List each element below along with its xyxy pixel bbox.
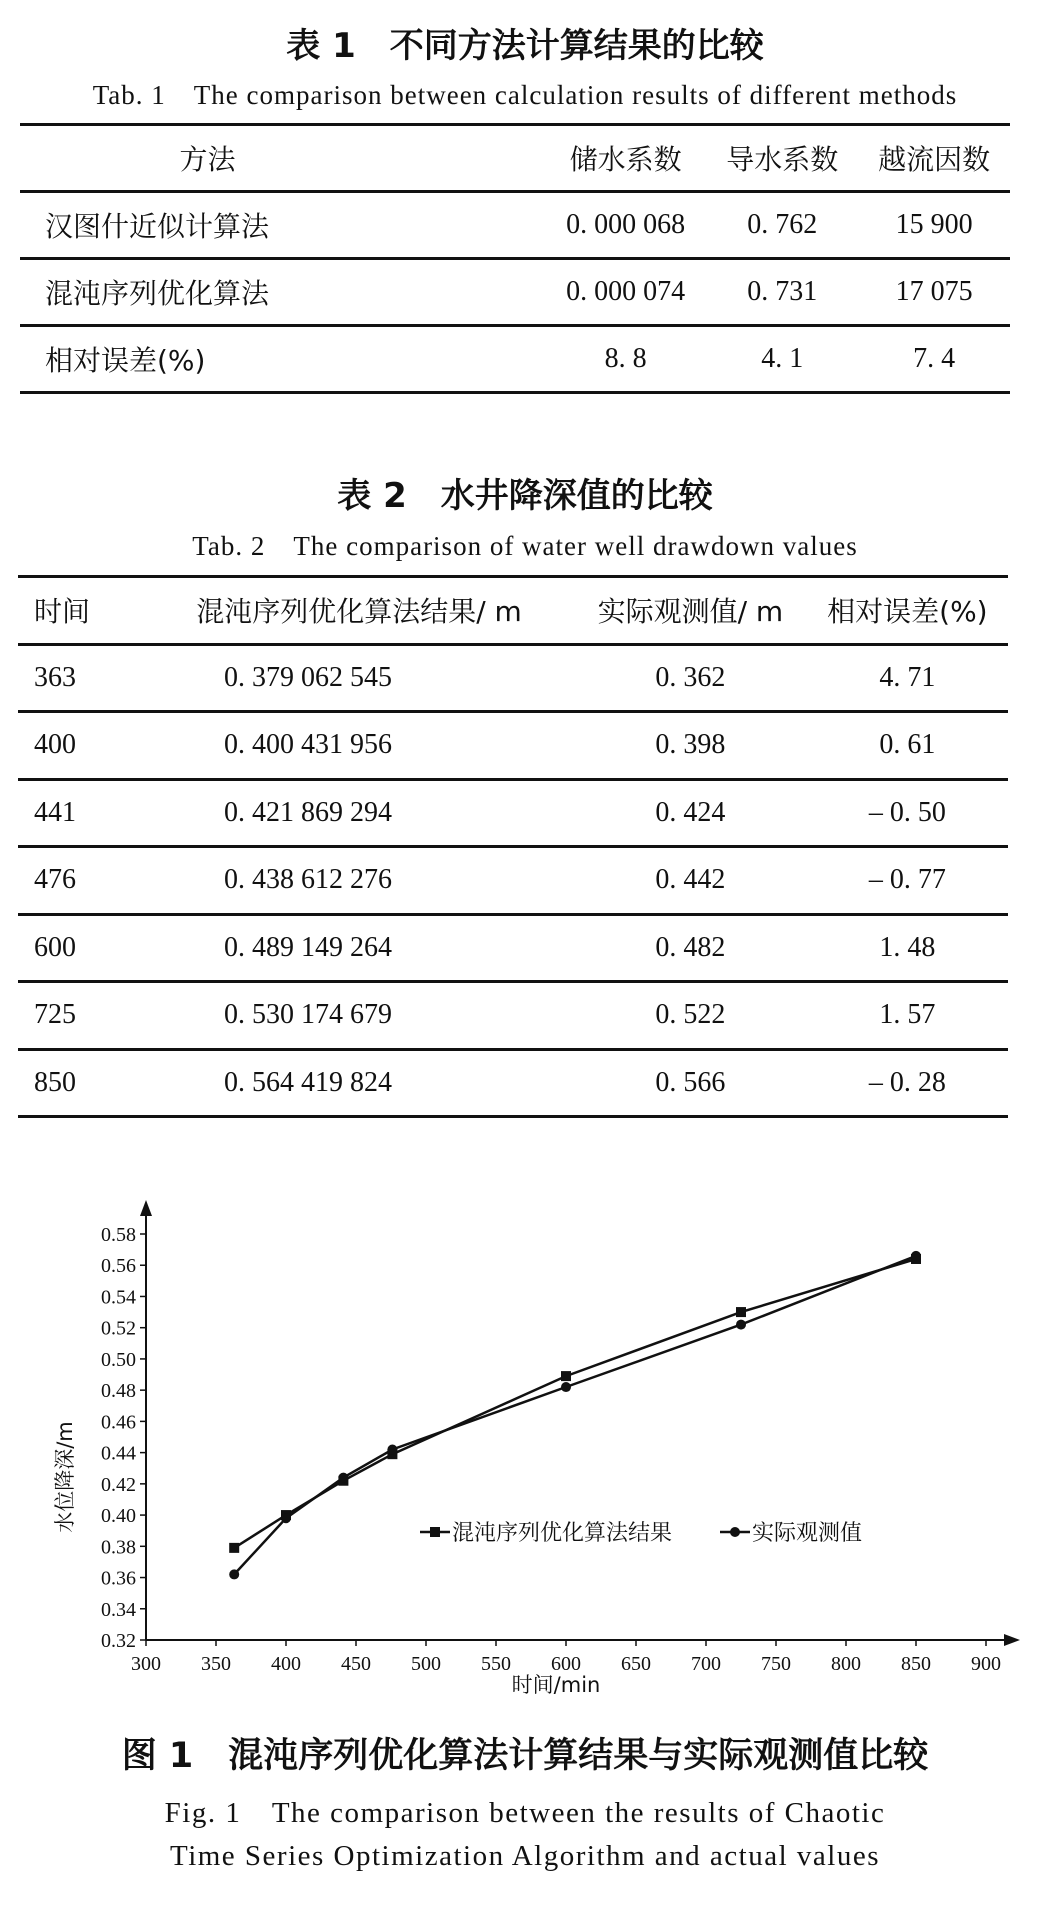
table-cell: 0. 731 bbox=[706, 259, 858, 326]
table-cell: 混沌序列优化算法 bbox=[20, 259, 545, 326]
table1-caption-en: Tab. 1 The comparison between calculation results of different methods bbox=[92, 80, 958, 110]
table-cell: 0. 362 bbox=[574, 644, 807, 712]
y-tick-label: 0.36 bbox=[101, 1567, 136, 1590]
table-cell: 15 900 bbox=[858, 192, 1010, 259]
series-0-square-point bbox=[229, 1543, 239, 1553]
series-0-square-point bbox=[736, 1307, 746, 1317]
x-tick-label: 450 bbox=[341, 1653, 371, 1675]
table-cell: 0. 400 431 956 bbox=[144, 712, 574, 780]
y-axis-label: 水位降深/m bbox=[53, 1421, 77, 1533]
table-cell: 0. 564 419 824 bbox=[144, 1049, 574, 1117]
y-tick-label: 0.38 bbox=[101, 1536, 136, 1559]
table-cell: – 0. 28 bbox=[807, 1049, 1008, 1117]
legend-marker-circle bbox=[730, 1527, 740, 1537]
table-header-cell: 越流因数 bbox=[878, 143, 991, 176]
y-tick-label: 0.56 bbox=[101, 1255, 136, 1278]
series-0-square-point bbox=[561, 1371, 571, 1381]
y-tick-label: 0.44 bbox=[101, 1442, 136, 1465]
x-tick-label: 400 bbox=[271, 1653, 301, 1675]
x-tick-label: 600 bbox=[551, 1653, 581, 1675]
table-row bbox=[18, 712, 1008, 780]
x-tick-label: 500 bbox=[411, 1653, 441, 1675]
y-tick-label: 0.48 bbox=[101, 1380, 136, 1403]
table-cell: 441 bbox=[18, 779, 144, 847]
table-cell: 0. 482 bbox=[574, 914, 807, 982]
table-cell: 0. 438 612 276 bbox=[144, 847, 574, 915]
table-header-cell: 导水系数 bbox=[726, 143, 839, 176]
table-cell: 8. 8 bbox=[545, 326, 706, 393]
table-cell: 0. 379 062 545 bbox=[144, 644, 574, 712]
table2-caption-cn: 表 2 水井降深值的比较 bbox=[337, 476, 713, 516]
x-tick-label: 800 bbox=[831, 1653, 861, 1675]
table-cell: 4. 71 bbox=[807, 644, 1008, 712]
figure-caption-en-line1: Fig. 1 The comparison between the results of Chaotic bbox=[164, 1797, 886, 1829]
table-row bbox=[18, 779, 1008, 847]
table2-caption-en: Tab. 2 The comparison of water well drawdown values bbox=[192, 531, 858, 561]
y-tick-label: 0.58 bbox=[101, 1224, 136, 1246]
table-cell: 850 bbox=[18, 1049, 144, 1117]
x-tick-label: 550 bbox=[481, 1653, 511, 1675]
table-cell: 汉图什近似计算法 bbox=[20, 192, 545, 259]
table-cell: 400 bbox=[18, 712, 144, 780]
series-1-circle-point bbox=[736, 1320, 746, 1330]
table-row bbox=[18, 847, 1008, 915]
table-cell: 0. 530 174 679 bbox=[144, 982, 574, 1050]
series-1-circle-point bbox=[561, 1382, 571, 1392]
y-tick-label: 0.34 bbox=[101, 1598, 136, 1621]
table-cell: 0. 398 bbox=[574, 712, 807, 780]
table-cell: 0. 000 074 bbox=[545, 259, 706, 326]
y-tick-label: 0.46 bbox=[101, 1411, 136, 1434]
table-row bbox=[18, 982, 1008, 1050]
table-cell: 1. 57 bbox=[807, 982, 1008, 1050]
series-1-circle-point bbox=[387, 1444, 397, 1454]
x-tick-label: 650 bbox=[621, 1653, 651, 1675]
table-cell: 0. 489 149 264 bbox=[144, 914, 574, 982]
table-cell: 600 bbox=[18, 914, 144, 982]
table-cell: 0. 61 bbox=[807, 712, 1008, 780]
table-cell: 0. 000 068 bbox=[545, 192, 706, 259]
table-row bbox=[18, 644, 1008, 712]
table-cell: 0. 762 bbox=[706, 192, 858, 259]
legend-label-1: 实际观测值 bbox=[752, 1521, 863, 1546]
table-header-cell: 相对误差(%) bbox=[827, 595, 988, 629]
table-cell: 相对误差(%) bbox=[20, 326, 545, 393]
table-row bbox=[18, 914, 1008, 982]
table-header-cell: 混沌序列优化算法结果/ m bbox=[196, 595, 522, 629]
x-axis-arrow bbox=[1004, 1634, 1020, 1646]
legend-label-0: 混沌序列优化算法结果 bbox=[452, 1521, 673, 1546]
x-tick-label: 850 bbox=[901, 1653, 931, 1675]
y-tick-label: 0.52 bbox=[101, 1317, 136, 1340]
legend-marker-square bbox=[430, 1527, 440, 1537]
table-cell: 476 bbox=[18, 847, 144, 915]
y-tick-label: 0.50 bbox=[101, 1348, 136, 1371]
table-header-row bbox=[20, 125, 1010, 192]
table-header-cell: 储水系数 bbox=[569, 143, 682, 176]
table-cell: 0. 421 869 294 bbox=[144, 779, 574, 847]
y-tick-label: 0.40 bbox=[101, 1505, 136, 1528]
table1 bbox=[20, 123, 1010, 394]
x-tick-label: 350 bbox=[201, 1653, 231, 1675]
table-cell: 1. 48 bbox=[807, 914, 1008, 982]
x-axis-label: 时间/min bbox=[511, 1673, 601, 1697]
table-header-row bbox=[18, 577, 1008, 645]
y-tick-label: 0.54 bbox=[101, 1286, 136, 1309]
table-cell: 363 bbox=[18, 644, 144, 712]
x-tick-label: 900 bbox=[971, 1653, 1001, 1675]
table2 bbox=[18, 575, 1008, 1118]
table-row bbox=[18, 1049, 1008, 1117]
table1-caption-cn: 表 1 不同方法计算结果的比较 bbox=[286, 26, 764, 66]
table-row bbox=[20, 192, 1010, 259]
y-tick-label: 0.32 bbox=[101, 1630, 136, 1652]
table-cell: 0. 566 bbox=[574, 1049, 807, 1117]
y-tick-label: 0.42 bbox=[101, 1473, 136, 1496]
table-row bbox=[20, 259, 1010, 326]
table-cell: – 0. 50 bbox=[807, 779, 1008, 847]
y-axis-arrow bbox=[140, 1200, 152, 1216]
series-line-0 bbox=[234, 1259, 916, 1548]
series-1-circle-point bbox=[229, 1569, 239, 1579]
table-cell: – 0. 77 bbox=[807, 847, 1008, 915]
x-tick-label: 300 bbox=[131, 1653, 161, 1675]
table-cell: 0. 442 bbox=[574, 847, 807, 915]
table-cell: 0. 424 bbox=[574, 779, 807, 847]
table-cell: 7. 4 bbox=[858, 326, 1010, 393]
series-1-circle-point bbox=[281, 1513, 291, 1523]
table-header-cell: 方法 bbox=[179, 143, 236, 176]
table-cell: 17 075 bbox=[858, 259, 1010, 326]
table-cell: 0. 522 bbox=[574, 982, 807, 1050]
table-cell: 4. 1 bbox=[706, 326, 858, 393]
table-header-cell: 实际观测值/ m bbox=[597, 595, 784, 629]
figure-caption-en-line2: Time Series Optimization Algorithm and actual values bbox=[170, 1840, 880, 1872]
x-tick-label: 700 bbox=[691, 1653, 721, 1675]
table-cell: 725 bbox=[18, 982, 144, 1050]
series-1-circle-point bbox=[338, 1473, 348, 1483]
table-row bbox=[20, 326, 1010, 393]
series-1-circle-point bbox=[911, 1251, 921, 1261]
table-header-cell: 时间 bbox=[34, 595, 91, 629]
figure-caption-cn: 图 1 混沌序列优化算法计算结果与实际观测值比较 bbox=[121, 1736, 929, 1776]
drawdown-line-chart bbox=[40, 1200, 1030, 1700]
x-tick-label: 750 bbox=[761, 1653, 791, 1675]
